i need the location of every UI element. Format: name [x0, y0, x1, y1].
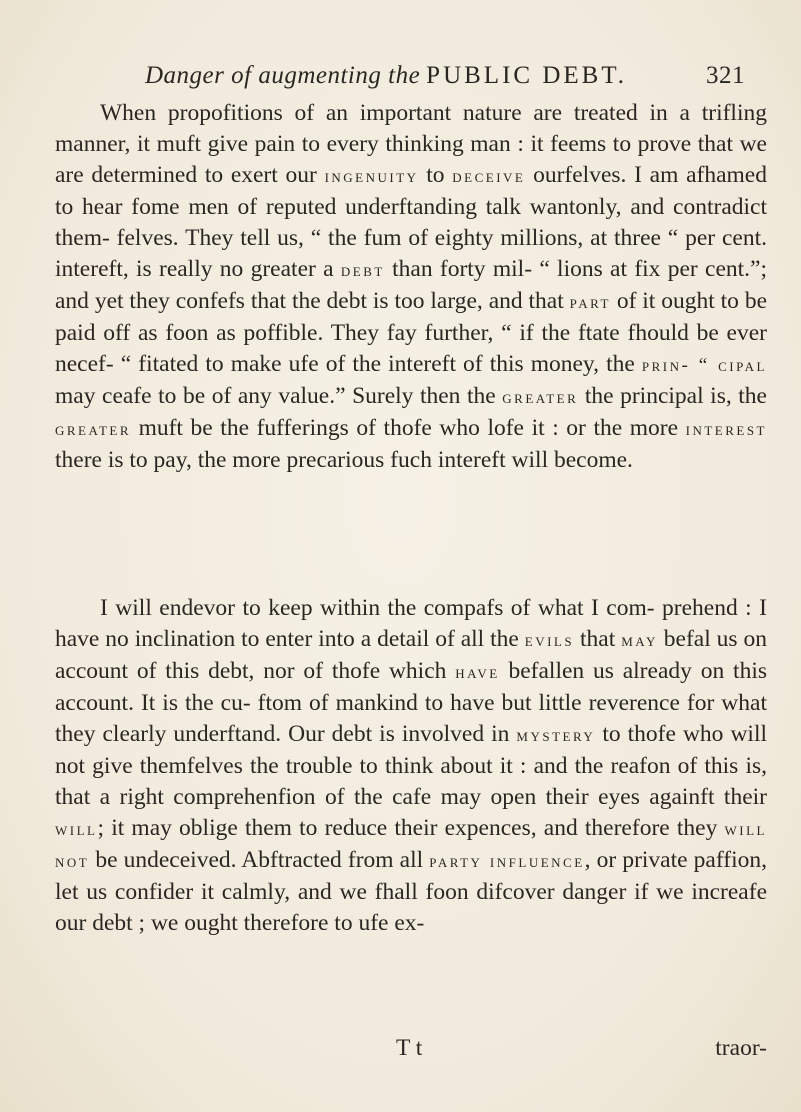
- page-footer: [55, 1035, 767, 1067]
- emphasis-have: have: [455, 662, 500, 683]
- signature-mark: T t: [396, 1035, 423, 1061]
- running-head: [145, 62, 765, 98]
- text-run: to thofe who will not give themfelves the trouble to think about it : and the reafon of this is, that a right comprehenfion of the cafe may open their eyes againft their: [55, 721, 768, 810]
- text-run: ; it may oblige them to reduce their expences, and therefore they: [97, 815, 725, 841]
- emphasis-mystery: mystery: [516, 725, 596, 746]
- page-number: 321: [706, 62, 745, 89]
- paragraph-2: [55, 593, 767, 939]
- text-run: , or private paffion, let us confider it calmly, and we fhall foon difcover danger if we increafe our debt ; we ought therefore to ufe ex-: [55, 847, 767, 936]
- emphasis-ingenuity: ingenuity: [324, 166, 419, 187]
- text-run: muft be the fufferings of thofe who lofe it : or the more: [131, 415, 686, 441]
- running-head-title: Danger of augmenting the: [145, 62, 421, 89]
- text-run: of it ought to be paid off as foon as poffible. They fay further, “ if the ftate fhould be ever necef- “ fitated to make ufe of the intereft of this money, the: [55, 288, 768, 377]
- emphasis-deceive: deceive: [452, 166, 526, 187]
- text-run: ourfelves. I am afhamed to hear fome men of reputed underftanding talk wantonly, and contradict them- felves. They tell us, “ the fum of eighty millions, at three “ per cent. intereft, is really no greater a: [55, 162, 767, 282]
- text-run: When propofitions of an important nature are treated in a trifling manner, it muft give pain to every thinking man : it feems to prove that we are determined to exert our: [55, 100, 767, 188]
- paragraph-1-text: [55, 98, 767, 476]
- emphasis-debt: debt: [340, 260, 385, 281]
- paragraph-1: [55, 98, 767, 476]
- emphasis-principal: prin- “ cipal: [641, 355, 767, 376]
- running-head-subject: PUBLIC DEBT.: [426, 62, 627, 89]
- text-run: the principal is, the: [578, 383, 767, 409]
- emphasis-part: part: [569, 292, 611, 313]
- paragraph-2-text: [55, 593, 767, 939]
- emphasis-will: will: [55, 819, 98, 840]
- text-run: that: [574, 626, 622, 652]
- text-run: be undeceived. Abftracted from all: [89, 847, 430, 873]
- emphasis-interest: interest: [685, 419, 767, 440]
- emphasis-will-not: will not: [55, 819, 767, 872]
- text-run: than forty mil- “ lions at fix per cent.”; and yet they confefs that the debt is too large, and that: [55, 256, 768, 314]
- emphasis-evils: evils: [524, 630, 575, 651]
- emphasis-party-influence: party influence: [429, 851, 585, 872]
- emphasis-may: may: [621, 630, 658, 651]
- text-run: I will endevor to keep within the compafs of what I com- prehend : I have no inclination to enter into a detail of all the: [55, 595, 767, 652]
- emphasis-greater: greater: [502, 387, 579, 408]
- text-run: there is to pay, the more precarious fuch intereft will become.: [55, 447, 633, 473]
- text-run: may ceafe to be of any value.” Surely then the: [55, 383, 503, 409]
- text-run: befal us on account of this debt, nor of thofe which: [55, 626, 767, 684]
- text-run: to: [418, 162, 453, 188]
- catchword: traor-: [715, 1035, 767, 1061]
- text-run: befallen us already on this account. It is the cu- ftom of mankind to have but little reverence for what they clearly underftand. Our debt is involved in: [55, 658, 767, 747]
- emphasis-greater: greater: [55, 419, 131, 440]
